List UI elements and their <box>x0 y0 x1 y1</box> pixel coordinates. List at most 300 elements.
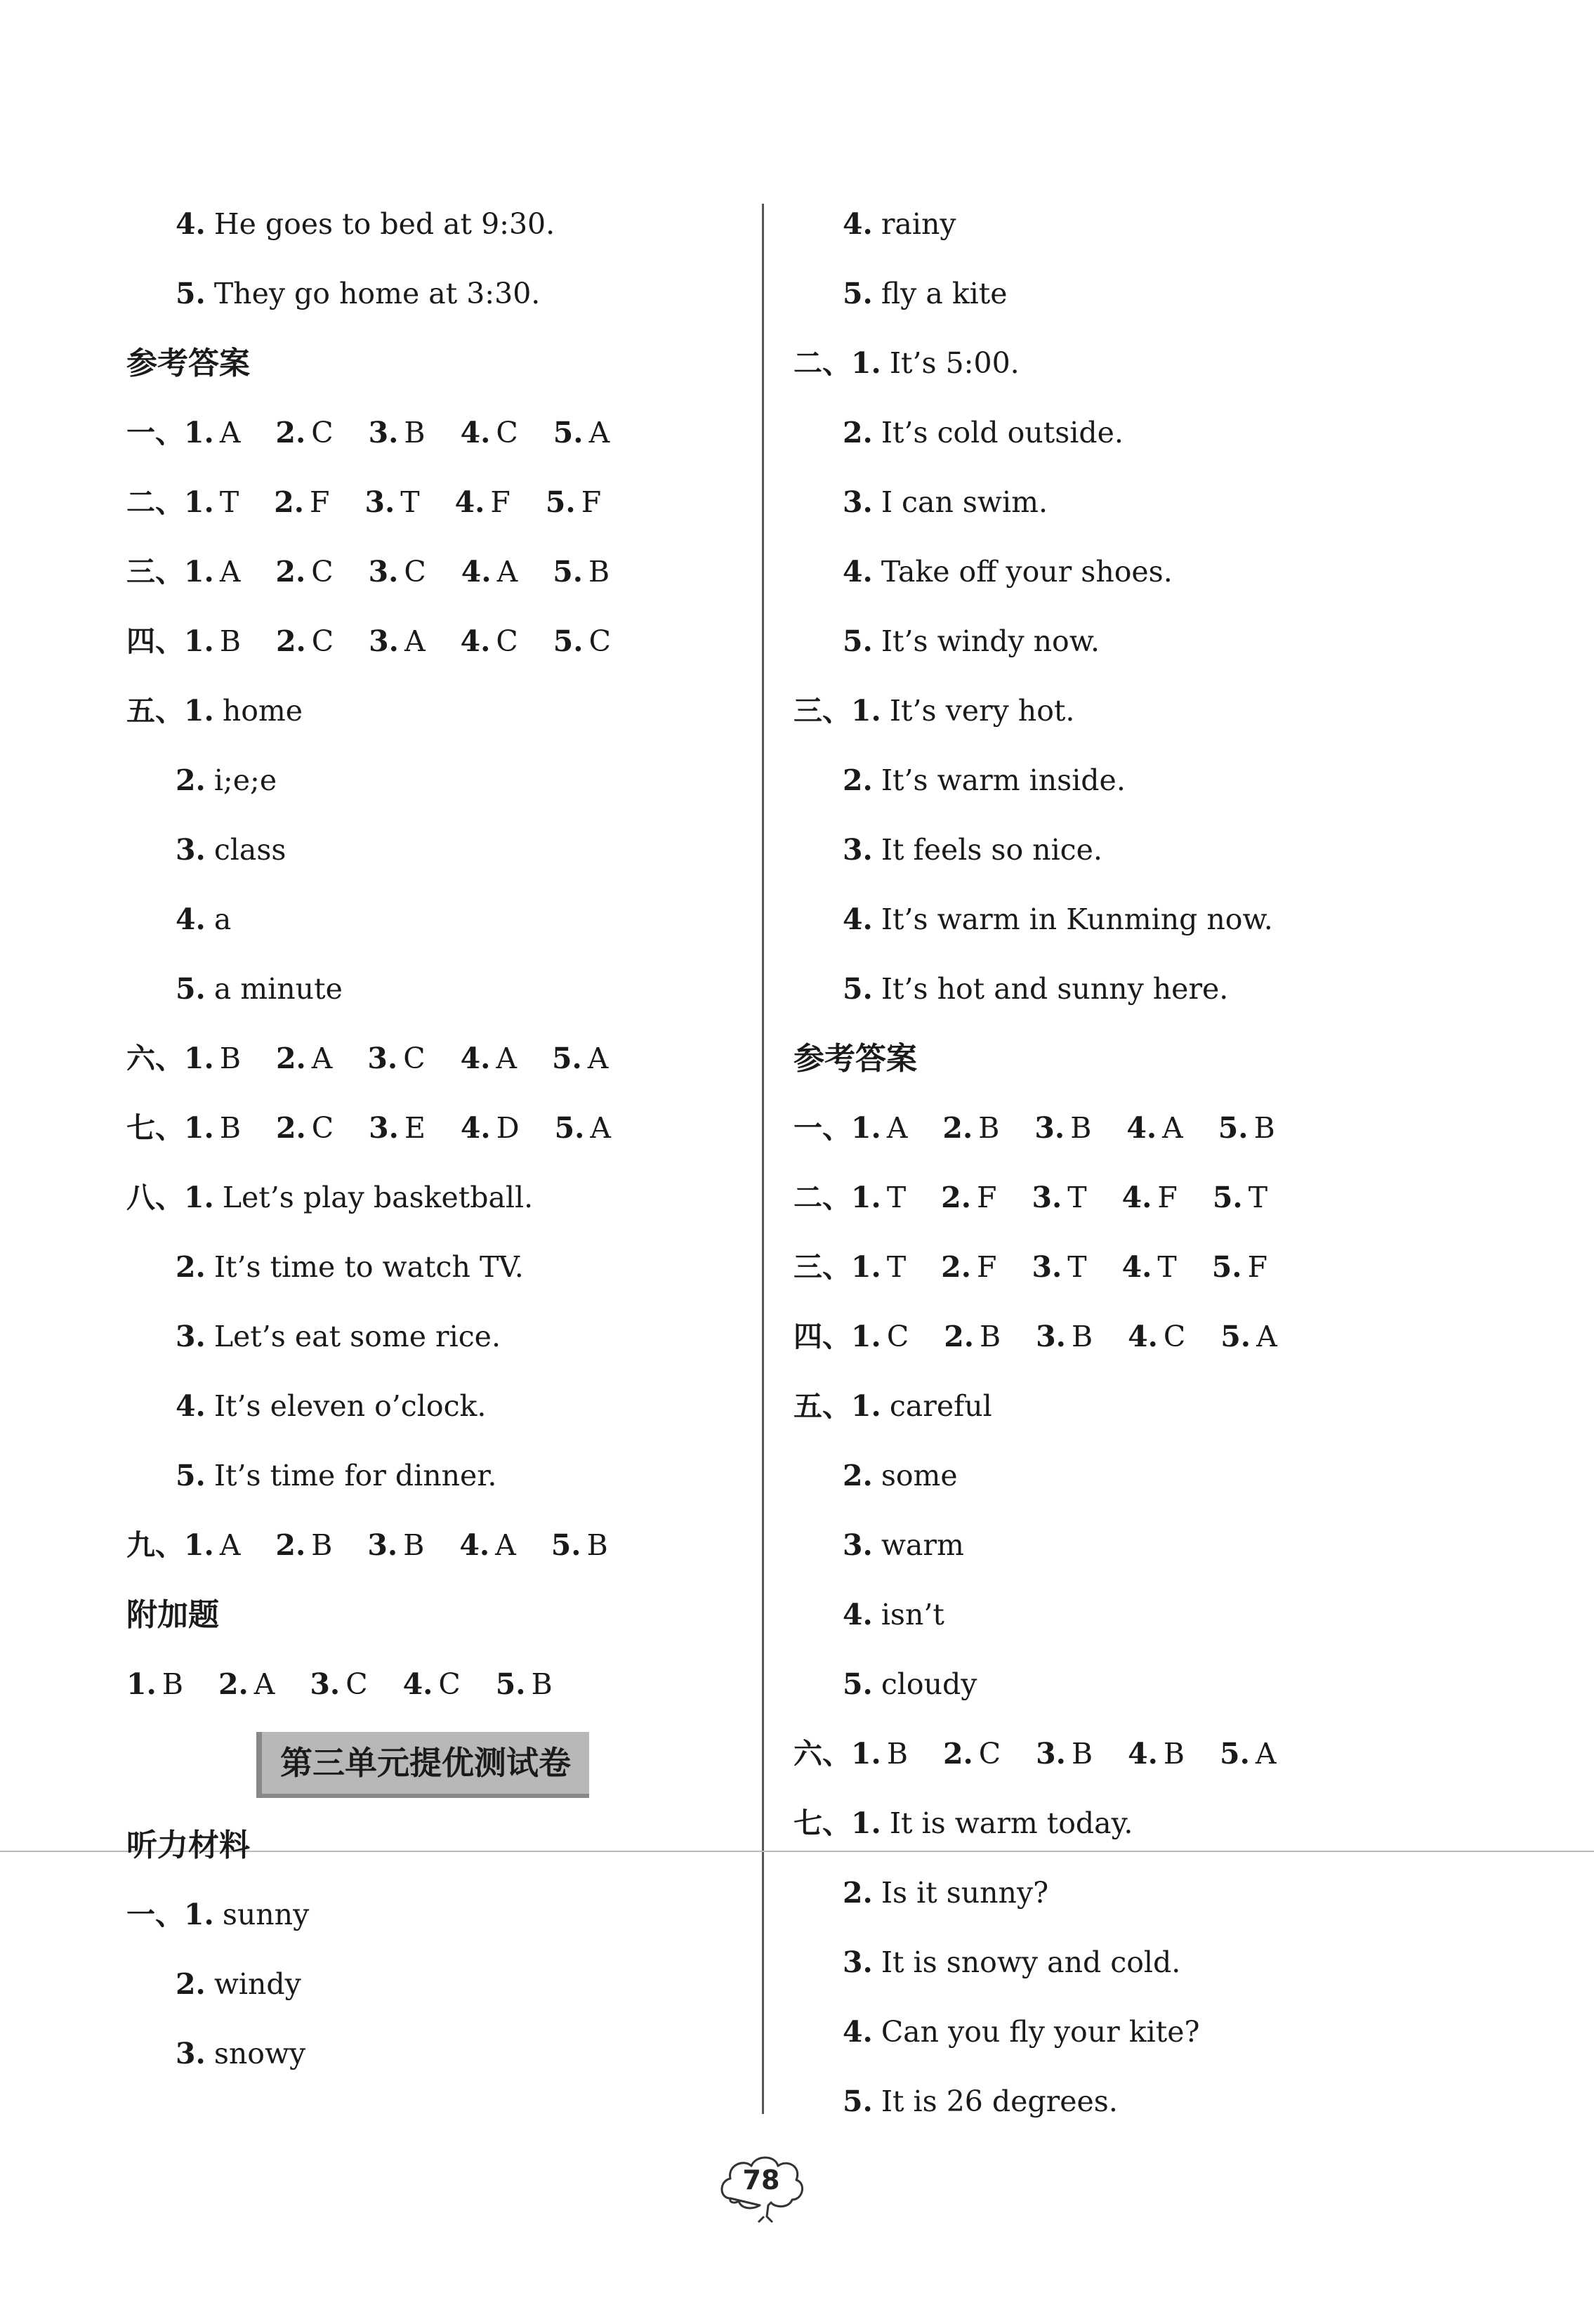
answer-value: B <box>219 1042 241 1075</box>
answer-item <box>218 1667 275 1701</box>
list-item <box>793 1997 1425 2067</box>
answer-item <box>1220 1737 1276 1771</box>
item-number: 1. <box>184 555 214 589</box>
answer-item <box>369 416 426 449</box>
item-number: 4. <box>176 902 206 936</box>
item-number: 4. <box>843 207 873 241</box>
item-number: 1. <box>184 1528 214 1562</box>
item-text: Let’s eat some rice. <box>213 1320 501 1353</box>
section-number: 六、 <box>793 1737 851 1771</box>
item-number: 1. <box>851 1250 881 1284</box>
list-item <box>793 607 1425 676</box>
answer-value: D <box>496 1111 520 1145</box>
answer-item <box>553 624 611 658</box>
answer-item <box>367 1042 425 1075</box>
list-item <box>793 2067 1425 2136</box>
answer-value: C <box>588 624 611 658</box>
answer-value: A <box>1256 1320 1277 1353</box>
answer-value: C <box>311 555 334 589</box>
item-number: 3. <box>1034 1111 1065 1145</box>
answer-value: T <box>1067 1181 1087 1214</box>
section-number: 三、 <box>126 555 184 589</box>
answer-item <box>546 485 601 519</box>
item-number: 1. <box>851 1737 881 1771</box>
answer-value: A <box>587 1042 609 1075</box>
answer-item <box>1034 1111 1091 1145</box>
item-number: 4. <box>843 902 873 936</box>
item-number: 5. <box>553 624 584 658</box>
item-number: 3. <box>843 1528 873 1562</box>
answer-item <box>184 416 240 449</box>
answer-row <box>793 1719 1425 1789</box>
answers-heading: 参考答案 <box>793 1041 917 1077</box>
answer-value: E <box>404 1111 426 1145</box>
section-number: 一、 <box>126 416 184 449</box>
answer-item <box>555 1111 611 1145</box>
item-text: careful <box>889 1389 992 1423</box>
section-number: 四、 <box>126 624 184 658</box>
item-number: 5. <box>551 1042 582 1075</box>
item-number: 4. <box>460 624 491 658</box>
answer-item <box>1036 1737 1093 1771</box>
item-text: They go home at 3:30. <box>213 277 541 310</box>
item-text: It’s eleven o’clock. <box>213 1389 487 1423</box>
answer-value: F <box>1247 1250 1268 1284</box>
list-item <box>793 746 1425 815</box>
item-number: 3. <box>1036 1737 1066 1771</box>
answer-value: C <box>1163 1320 1186 1353</box>
answer-value: A <box>404 624 426 658</box>
answer-item <box>126 1667 183 1701</box>
list-item <box>793 815 1425 885</box>
item-number: 3. <box>176 2037 206 2070</box>
item-number: 1. <box>184 1042 214 1075</box>
item-number: 4. <box>843 1598 873 1632</box>
item-text: It’s time to watch TV. <box>213 1250 524 1284</box>
answer-value: F <box>976 1250 997 1284</box>
list-item <box>126 1233 744 1302</box>
answer-value: A <box>253 1667 275 1701</box>
item-number: 4. <box>1126 1111 1157 1145</box>
list-item <box>126 1880 744 1950</box>
answer-item <box>461 624 518 658</box>
answer-item <box>496 1667 553 1701</box>
answer-value: B <box>403 1528 425 1562</box>
item-number: 1. <box>851 1806 881 1840</box>
item-number: 4. <box>460 416 491 449</box>
list-item <box>793 537 1425 607</box>
item-number: 2. <box>176 763 206 797</box>
section-banner: 第三单元提优测试卷 <box>256 1732 589 1798</box>
item-number: 2. <box>275 624 306 658</box>
item-number: 1. <box>184 485 214 519</box>
item-text: It’s warm in Kunming now. <box>881 902 1273 936</box>
list-item <box>793 1511 1425 1580</box>
answer-item <box>1128 1737 1185 1771</box>
item-number: 5. <box>176 972 206 1006</box>
list-item <box>793 1580 1425 1650</box>
answer-row <box>126 1024 744 1094</box>
answer-value: F <box>976 1181 997 1214</box>
list-item <box>126 1163 744 1233</box>
item-number: 4. <box>843 2015 873 2049</box>
list-item <box>793 190 1425 259</box>
answer-item <box>552 1042 608 1075</box>
left-column <box>126 190 744 2089</box>
list-item <box>126 1372 744 1441</box>
answer-row <box>793 1094 1425 1163</box>
item-number: 5. <box>176 277 206 310</box>
item-number: 3. <box>367 1042 398 1075</box>
item-number: 3. <box>367 1528 398 1562</box>
answer-item <box>364 485 419 519</box>
item-number: 3. <box>369 1111 399 1145</box>
item-number: 2. <box>843 763 873 797</box>
answer-value: T <box>400 485 420 519</box>
item-number: 4. <box>1128 1737 1158 1771</box>
section-number: 二、 <box>793 1181 851 1214</box>
answer-value: B <box>219 1111 241 1145</box>
item-text: I can swim. <box>881 485 1048 519</box>
item-number: 4. <box>460 1111 491 1145</box>
answer-item <box>1213 1181 1267 1214</box>
item-text: It’s hot and sunny here. <box>881 972 1229 1006</box>
answer-value: A <box>588 416 610 449</box>
item-number: 2. <box>275 555 306 589</box>
answer-item <box>941 1250 996 1284</box>
item-number: 1. <box>851 694 881 728</box>
extra-heading: 附加题 <box>126 1597 219 1633</box>
list-item <box>793 329 1425 398</box>
answer-value: B <box>1253 1111 1275 1145</box>
answer-value: A <box>1162 1111 1183 1145</box>
section-number: 一、 <box>126 1898 184 1931</box>
answer-value: C <box>403 1042 426 1075</box>
answer-row <box>126 607 744 676</box>
section-number: 一、 <box>793 1111 851 1145</box>
answer-value: T <box>219 485 239 519</box>
item-number: 3. <box>843 485 873 519</box>
item-text: fly a kite <box>881 277 1008 310</box>
answer-row <box>126 537 744 607</box>
answer-item <box>941 1181 996 1214</box>
answer-value: F <box>309 485 330 519</box>
answer-value: F <box>1157 1181 1178 1214</box>
list-item <box>793 676 1425 746</box>
item-text: It is warm today. <box>889 1806 1133 1840</box>
answer-row <box>126 398 744 468</box>
item-number: 1. <box>851 1111 881 1145</box>
answer-value: B <box>162 1667 183 1701</box>
answer-row <box>793 1233 1425 1302</box>
answer-item <box>184 1042 241 1075</box>
answer-item <box>461 1042 517 1075</box>
item-number: 4. <box>176 1389 206 1423</box>
answer-value: C <box>345 1667 368 1701</box>
answer-item <box>1032 1250 1086 1284</box>
item-number: 2. <box>176 1250 206 1284</box>
list-item <box>126 190 744 259</box>
answer-item <box>459 1528 515 1562</box>
answer-item <box>1036 1320 1093 1353</box>
answer-item <box>184 1528 240 1562</box>
answer-item <box>851 1250 906 1284</box>
section-number: 二、 <box>126 485 184 519</box>
item-text: some <box>881 1459 958 1492</box>
item-text: Is it sunny? <box>881 1876 1049 1910</box>
item-number: 4. <box>461 555 492 589</box>
answer-row <box>793 1302 1425 1372</box>
item-number: 3. <box>1032 1181 1062 1214</box>
item-text: It’s 5:00. <box>889 346 1020 380</box>
item-number: 5. <box>553 416 584 449</box>
item-number: 5. <box>553 555 584 589</box>
list-item <box>126 885 744 954</box>
answer-value: B <box>311 1528 333 1562</box>
list-item <box>126 1441 744 1511</box>
item-number: 1. <box>184 1111 214 1145</box>
item-number: 1. <box>126 1667 157 1701</box>
answer-value: A <box>496 555 518 589</box>
answer-value: A <box>1255 1737 1277 1771</box>
item-text: cloudy <box>881 1667 977 1701</box>
item-number: 4. <box>454 485 485 519</box>
answer-item <box>367 1528 424 1562</box>
answer-item <box>461 1111 520 1145</box>
item-number: 5. <box>554 1111 585 1145</box>
item-text: i;e;e <box>213 763 277 797</box>
answer-value: A <box>496 1042 517 1075</box>
list-item <box>793 1441 1425 1511</box>
item-number: 2. <box>275 1042 306 1075</box>
answer-value: A <box>219 1528 241 1562</box>
list-item <box>793 398 1425 468</box>
list-item <box>793 1858 1425 1928</box>
answer-value: C <box>496 416 518 449</box>
answer-value: B <box>219 624 241 658</box>
answer-item <box>851 1737 908 1771</box>
item-number: 5. <box>1211 1250 1242 1284</box>
answer-row <box>126 1094 744 1163</box>
item-number: 1. <box>184 416 214 449</box>
list-item <box>793 1650 1425 1719</box>
list-item <box>793 1789 1425 1858</box>
answer-row <box>126 1511 744 1580</box>
answer-item <box>184 1111 241 1145</box>
answer-value: T <box>886 1181 907 1214</box>
section-banner-wrap <box>126 1719 744 1811</box>
answer-value: T <box>1067 1250 1087 1284</box>
item-text: rainy <box>881 207 956 241</box>
item-number: 4. <box>1121 1181 1152 1214</box>
list-item <box>793 1928 1425 1997</box>
answer-value: C <box>978 1737 1001 1771</box>
answer-row <box>793 1163 1425 1233</box>
page-number-badge <box>716 2149 806 2226</box>
answer-item <box>851 1320 909 1353</box>
page-number: 78 <box>742 2165 780 2195</box>
item-number: 2. <box>176 1967 206 2001</box>
section-number: 三、 <box>793 1250 851 1284</box>
answer-item <box>1212 1250 1267 1284</box>
answer-item <box>274 485 329 519</box>
answer-item <box>1122 1181 1178 1214</box>
answer-value: B <box>531 1667 553 1701</box>
item-number: 3. <box>369 624 399 658</box>
answer-value: T <box>886 1250 907 1284</box>
answer-item <box>461 416 518 449</box>
section-number: 八、 <box>126 1181 184 1214</box>
answer-item <box>1220 1320 1277 1353</box>
item-number: 1. <box>184 624 214 658</box>
answer-value: B <box>404 416 426 449</box>
list-item <box>126 259 744 329</box>
item-number: 5. <box>551 1528 581 1562</box>
item-number: 3. <box>843 1945 873 1979</box>
section-number: 二、 <box>793 346 851 380</box>
answer-item <box>184 555 240 589</box>
list-item <box>793 1372 1425 1441</box>
item-number: 2. <box>218 1667 249 1701</box>
item-number: 3. <box>1036 1320 1066 1353</box>
item-text: sunny <box>222 1898 310 1931</box>
answer-item <box>369 555 426 589</box>
answer-item <box>369 1111 426 1145</box>
item-number: 3. <box>176 833 206 867</box>
item-number: 3. <box>310 1667 341 1701</box>
item-number: 5. <box>495 1667 526 1701</box>
item-text: isn’t <box>881 1598 944 1632</box>
list-item <box>126 676 744 746</box>
list-item <box>126 954 744 1024</box>
answer-item <box>276 1042 332 1075</box>
answer-item <box>851 1111 907 1145</box>
item-number: 3. <box>176 1320 206 1353</box>
item-number: 1. <box>184 1898 214 1931</box>
item-text: It feels so nice. <box>881 833 1102 867</box>
item-number: 1. <box>851 346 881 380</box>
answer-value: F <box>490 485 511 519</box>
answer-value: A <box>886 1111 908 1145</box>
item-number: 2. <box>941 1181 971 1214</box>
answer-item <box>275 416 333 449</box>
answer-value: C <box>496 624 518 658</box>
item-text: windy <box>213 1967 301 2001</box>
item-text: It’s windy now. <box>881 624 1100 658</box>
section-number: 七、 <box>793 1806 851 1840</box>
answer-item <box>1032 1181 1086 1214</box>
item-text: snowy <box>213 2037 306 2070</box>
item-number: 2. <box>275 1111 306 1145</box>
item-number: 1. <box>851 1320 881 1353</box>
answer-item <box>275 1528 332 1562</box>
item-number: 4. <box>176 207 206 241</box>
list-item <box>793 885 1425 954</box>
item-number: 5. <box>843 277 873 310</box>
item-number: 5. <box>843 1667 873 1701</box>
answer-value: A <box>219 555 241 589</box>
answer-item <box>1126 1111 1183 1145</box>
answer-value: A <box>590 1111 611 1145</box>
answer-row <box>126 1650 744 1719</box>
answer-value: T <box>1157 1250 1177 1284</box>
item-number: 5. <box>545 485 576 519</box>
item-number: 3. <box>364 485 395 519</box>
list-item <box>126 2019 744 2089</box>
answer-item <box>184 485 239 519</box>
answer-item <box>184 624 241 658</box>
item-text: He goes to bed at 9:30. <box>213 207 555 241</box>
answer-value: B <box>978 1111 1000 1145</box>
answer-item <box>1218 1111 1275 1145</box>
item-number: 4. <box>460 1042 491 1075</box>
list-item <box>793 259 1425 329</box>
answer-value: A <box>311 1042 333 1075</box>
answer-value: B <box>886 1737 908 1771</box>
answer-item <box>942 1111 999 1145</box>
item-text: class <box>213 833 286 867</box>
list-item <box>126 1950 744 2019</box>
answer-value: C <box>311 416 334 449</box>
item-number: 5. <box>1212 1181 1243 1214</box>
item-number: 2. <box>274 485 304 519</box>
item-text: a minute <box>213 972 343 1006</box>
list-item <box>793 954 1425 1024</box>
section-number: 三、 <box>793 694 851 728</box>
column-divider <box>762 204 764 2114</box>
item-number: 5. <box>843 2085 873 2118</box>
item-number: 1. <box>184 1181 214 1214</box>
listening-heading: 听力材料 <box>126 1827 250 1863</box>
answer-item <box>551 1528 608 1562</box>
answer-item <box>276 1111 334 1145</box>
item-number: 4. <box>1128 1320 1158 1353</box>
answer-value: T <box>1248 1181 1268 1214</box>
item-number: 3. <box>1032 1250 1062 1284</box>
answer-item <box>275 555 333 589</box>
list-item <box>126 746 744 815</box>
item-number: 4. <box>1121 1250 1152 1284</box>
item-number: 2. <box>843 416 873 449</box>
item-number: 4. <box>402 1667 433 1701</box>
item-number: 2. <box>942 1111 973 1145</box>
item-number: 5. <box>843 624 873 658</box>
answer-item <box>553 416 610 449</box>
answer-value: A <box>219 416 241 449</box>
item-number: 3. <box>368 555 399 589</box>
item-number: 2. <box>941 1250 971 1284</box>
item-text: It’s cold outside. <box>881 416 1124 449</box>
item-number: 5. <box>176 1459 206 1492</box>
item-text: Let’s play basketball. <box>222 1181 534 1214</box>
item-text: It is snowy and cold. <box>881 1945 1181 1979</box>
item-number: 2. <box>275 416 306 449</box>
item-number: 2. <box>843 1876 873 1910</box>
right-column <box>793 190 1425 2136</box>
item-number: 2. <box>944 1320 974 1353</box>
answer-value: B <box>1163 1737 1185 1771</box>
item-number: 5. <box>843 972 873 1006</box>
item-text: a <box>213 902 232 936</box>
answer-item <box>310 1667 367 1701</box>
item-number: 1. <box>851 1389 881 1423</box>
answer-value: B <box>586 1528 608 1562</box>
answer-value: C <box>438 1667 461 1701</box>
item-text: Take off your shoes. <box>881 555 1173 589</box>
list-item <box>126 1302 744 1372</box>
answer-item <box>369 624 425 658</box>
section-number: 四、 <box>793 1320 851 1353</box>
